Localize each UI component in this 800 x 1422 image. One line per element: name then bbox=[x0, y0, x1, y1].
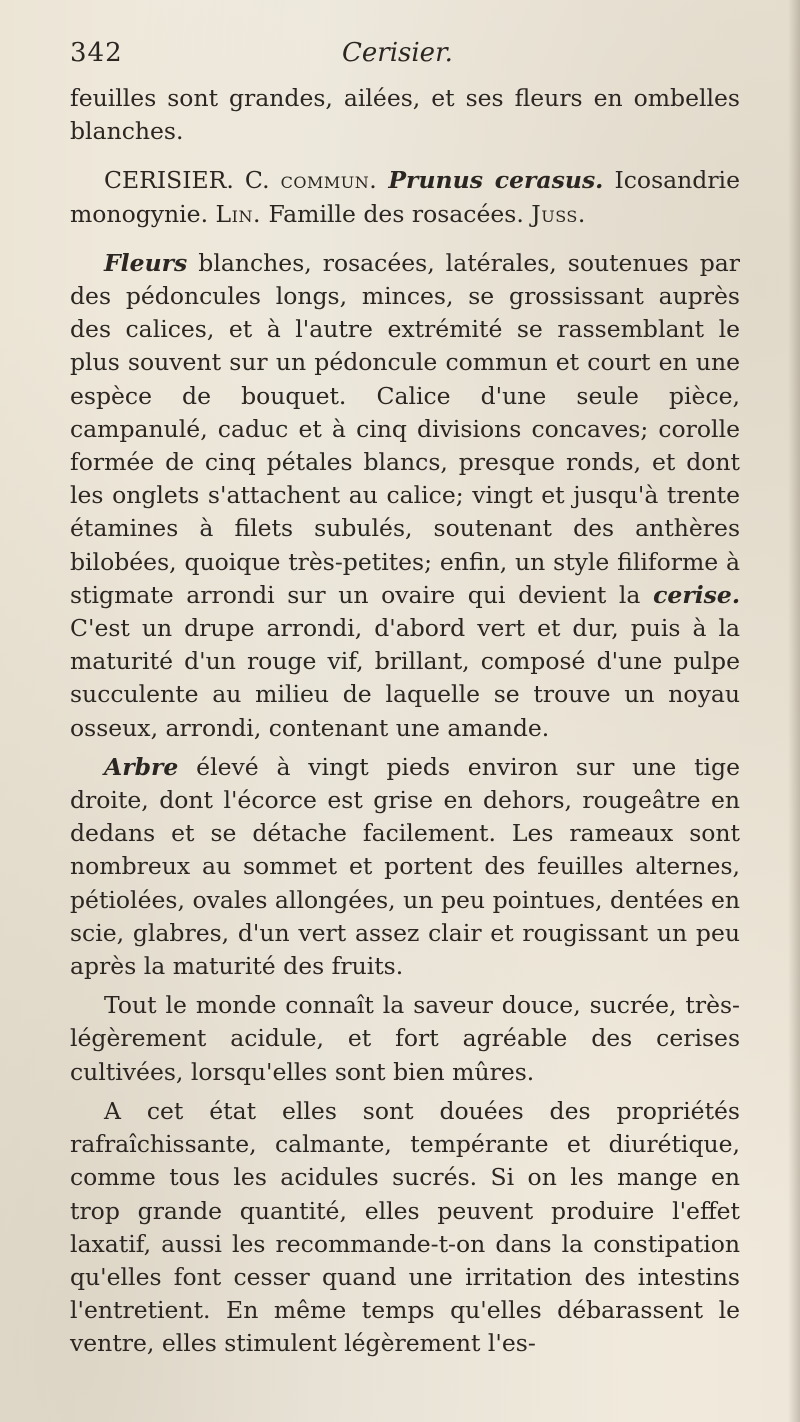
lead-arbre: Arbre bbox=[104, 752, 179, 781]
paragraph-proprietes: A cet état elles sont douées des propriétés rafraîchissante, calmante, tempérante et diurétique, comme tous les acidules sucrés. Si on les mange en trop grande quantité, elles peuvent produire l'effet laxatif, aussi les recommande-t-on dans la constipation qu'elles font cesser quand une irritation des intestins l'entretient. En même temps qu'elles débarassent le ventre, elles stimulent légèrement l'es- bbox=[70, 1096, 740, 1358]
entry-class: Icosandrie monogynie. bbox=[70, 166, 740, 228]
running-title: Cerisier. bbox=[342, 38, 453, 68]
entry-heading-paragraph bbox=[70, 164, 740, 230]
entry-latin: Prunus cerasus. bbox=[388, 166, 604, 195]
entry-lin: Lin. bbox=[215, 199, 261, 228]
entry-name: CERISIER. C. bbox=[104, 166, 270, 195]
page-number: 342 bbox=[70, 38, 123, 68]
entry-juss: Juss. bbox=[531, 199, 586, 228]
fleurs-text-2: C'est un drupe arrondi, d'abord vert et dur, puis à la maturité d'un rouge vif, brillant, composé d'une pulpe succulente au milieu de laquelle se trouve un noyau osseux, arrondi, contenant une amande. bbox=[70, 614, 740, 742]
text-block bbox=[70, 82, 740, 1361]
page-edge-shadow bbox=[788, 0, 800, 1422]
paragraph-arbre bbox=[70, 751, 740, 983]
arbre-text: élevé à vingt pieds environ sur une tige droite, dont l'écorce est grise en dehors, rougeâtre en dedans et se détache facilement. Les rameaux sont nombreux au sommet et portent des feuilles alternes, pétiolées, ovales allongées, un peu pointues, dentées en scie, glabres, d'un vert assez clair et rougissant un peu après la maturité des fruits. bbox=[70, 752, 740, 981]
running-head bbox=[70, 38, 750, 72]
paragraph-saveur: Tout le monde connaît la saveur douce, sucrée, très-légèrement acidule, et fort agréable des cerises cultivées, lorsqu'elles sont bien mûres. bbox=[70, 991, 740, 1086]
entry-family: Famille des rosacées. bbox=[268, 199, 524, 228]
paragraph-fleurs bbox=[70, 247, 740, 745]
paragraph-continued: feuilles sont grandes, ailées, et ses fleurs en ombelles blanches. bbox=[70, 84, 740, 146]
lead-fleurs: Fleurs bbox=[104, 248, 188, 277]
entry-common: commun. bbox=[280, 166, 378, 195]
fruit-term: cerise. bbox=[653, 580, 740, 609]
fleurs-text: blanches, rosacées, latérales, soutenues par des pédoncules longs, minces, se grossissant auprès des calices, et à l'autre extrémité se rassemblant le plus souvent sur un pédoncule commun et court en une espèce de bouquet. Calice d'une seule pièce, campanulé, caduc et à cinq divisions concaves; corolle formée de cinq pétales blancs, presque ronds, et dont les onglets s'attachent au calice; vingt et jusqu'à trente étamines à filets subulés, soutenant des anthères bilobées, quoique très-petites; enfin, un style filiforme à stigmate arrondi sur un ovaire qui devient la bbox=[70, 248, 740, 609]
